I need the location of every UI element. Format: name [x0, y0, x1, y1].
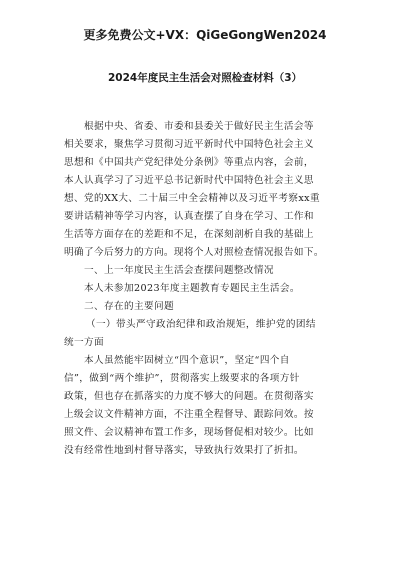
paragraph-line: 本人未参加2023年度主题教育专题民主生活会。	[84, 283, 300, 294]
paragraph-line: 明确了今后努力的方向。现将个人对照检查情况报告如下。	[64, 247, 324, 258]
paragraph-line: 信”，做到“两个维护”，贯彻落实上级要求的各项方针	[64, 373, 300, 384]
watermark-header: 更多免费公文+VX：QiGeGongWen2024	[83, 28, 327, 42]
paragraph-line: 上级会议文件精神方面，不注重全程督导、跟踪问效。按	[64, 409, 314, 420]
document-title: 2024年度民主生活会对照检查材料（3）	[107, 72, 303, 84]
paragraph-line: 照文件、会议精神布置工作多，现场督促相对较少。比如	[64, 427, 314, 438]
paragraph-line: 想、党的XX大、二十届三中全会精神以及习近平考察xx重	[64, 193, 320, 204]
paragraph-line: 要讲话精神等学习内容，认真查摆了自身在学习、工作和	[64, 211, 314, 222]
paragraph-line: 本人认真学习了习近平总书记新时代中国特色社会主义思	[64, 175, 314, 186]
paragraph-line: 相关要求，聚焦学习贯彻习近平新时代中国特色社会主义	[64, 139, 314, 150]
paragraph-line: 根据中央、省委、市委和县委关于做好民主生活会等	[84, 121, 314, 132]
document-body	[64, 118, 346, 460]
paragraph-line: 没有经常性地到村督导落实，导致执行效果打了折扣。	[64, 445, 304, 456]
paragraph-line: 政策，但也存在抓落实的力度不够大的问题。在贯彻落实	[64, 391, 314, 402]
section-heading: 二、存在的主要问题	[84, 301, 174, 312]
paragraph-line: 生活等方面存在的差距和不足，在深刻剖析自我的基础上	[64, 229, 314, 240]
section-heading: 一、上一年度民主生活会查摆问题整改情况	[84, 265, 274, 276]
paragraph-line: 本人虽然能牢固树立“四个意识”，坚定“四个自	[84, 355, 290, 366]
subsection-heading: （一）带头严守政治纪律和政治规矩，维护党的团结	[86, 319, 316, 330]
paragraph-line: 思想和《中国共产党纪律处分条例》等重点内容，会前，	[64, 157, 314, 168]
subsection-heading: 统一方面	[64, 337, 104, 348]
